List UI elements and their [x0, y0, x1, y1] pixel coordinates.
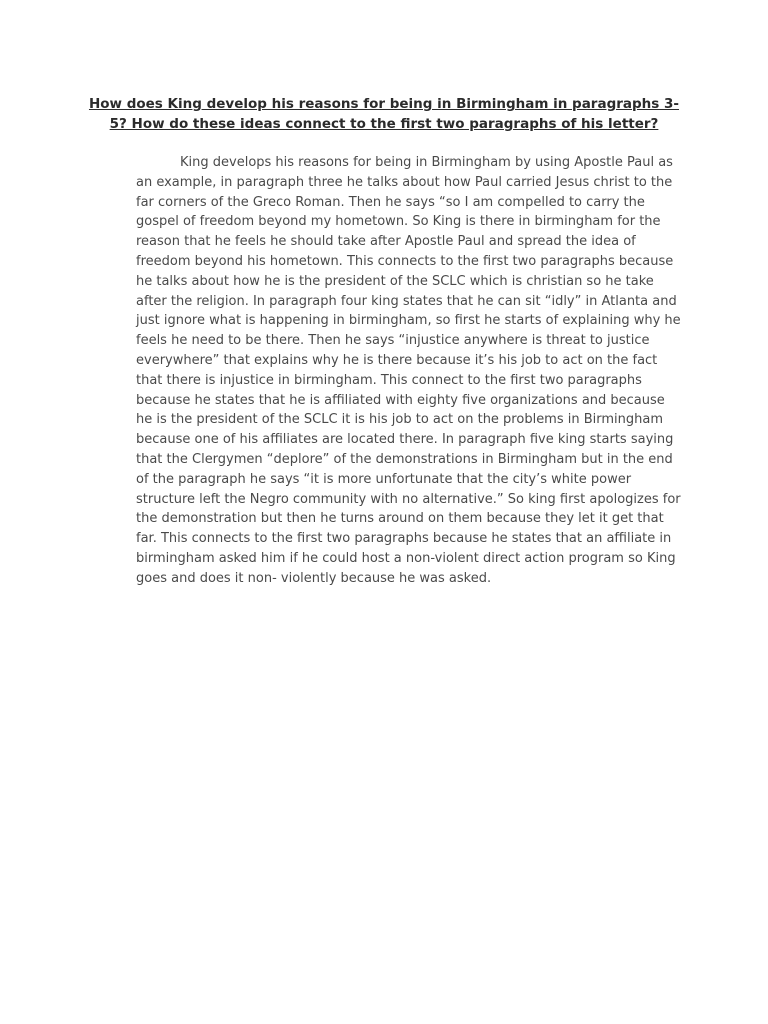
answer-paragraph: King develops his reasons for being in Birmingham by using Apostle Paul as an example, in paragraph three he talks about how Paul carried Jesus christ to the far corners of the Greco Roman. Then he says “so I am compelled to carry the gospel of freedom beyond my hometown. So King is there in birmingham for the reason that he feels he should take after Apostle Paul and spread the idea of freedom beyond his hometown. This connects to the first two paragraphs because he talks about how he is the president of the SCLC which is christian so he take after the religion. In paragraph four king states that he can sit “idly” in Atlanta and just ignore what is happening in birmingham, so first he starts of explaining why he feels he need to be there. Then he says “injustice anywhere is threat to justice everywhere” that explains why he is there because it’s his job to act on the fact that there is injustice in birmingham. This connect to the first two paragraphs because he states that he is affiliated with eighty five organizations and because he is the president of the SCLC it is his job to act on the problems in Birmingham because one of his affiliates are located there. In paragraph five king starts saying that the Clergymen “deplore” of the demonstrations in Birmingham but in the end of the paragraph he says “it is more unfortunate that the city’s white power structure left the Negro community with no alternative.” So king first apologizes for the demonstration but then he turns around on them because they let it get that far. This connects to the first two paragraphs because he states that an affiliate in birmingham asked him if he could host a non-violent direct action program so King goes and does it non- violently because he was asked.	[136, 155, 681, 586]
question-heading: How does King develop his reasons for being in Birmingham in paragraphs 3-5? How do these ideas connect to the first two paragraphs of his letter?	[88, 96, 680, 132]
